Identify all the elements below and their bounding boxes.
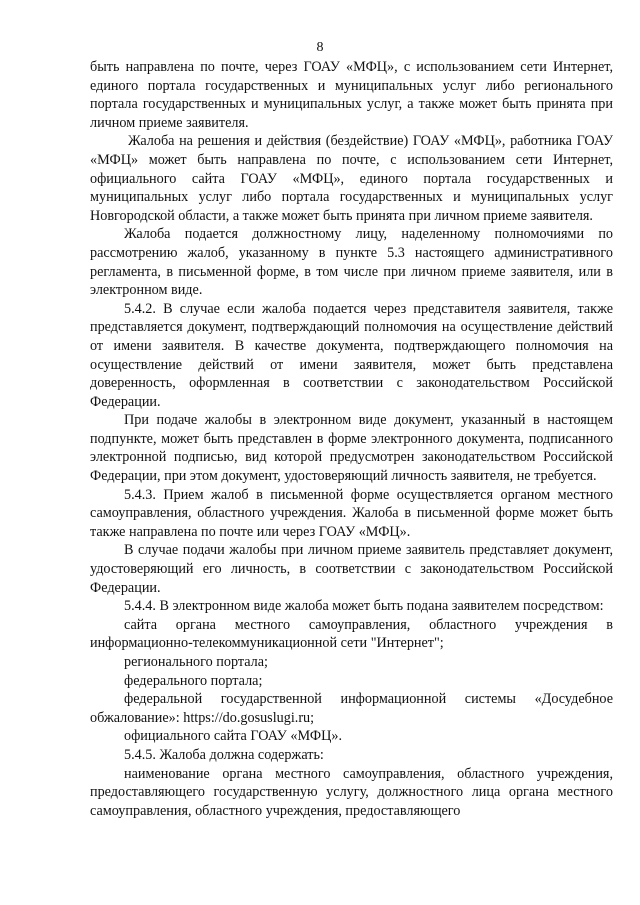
list-item-regional-portal: регионального портала; <box>124 654 268 670</box>
document-body <box>90 58 613 820</box>
paragraph-mfc-complaint: Жалоба на решения и действия (бездействие) ГОАУ «МФЦ», работника ГОАУ «МФЦ» может быть направлена по почте, с использованием сети Интернет, официального сайта ГОАУ «МФЦ», единого портала государственных и муниципальных услуг либо портала государственных и муниципальных услуг Новгородской области, а также может быть принята при личном приеме заявителя. <box>90 133 613 224</box>
list-item-local-site: сайта органа местного самоуправления, областного учреждения в информационно-телекоммуникационной сети "Интернет"; <box>90 616 613 652</box>
paragraph-personal-reception: В случае подачи жалобы при личном приеме заявитель представляет документ, удостоверяющий его личность, в соответствии с законодательством Российской Федерации. <box>90 542 613 596</box>
paragraph-5-4-4: 5.4.4. В электронном виде жалоба может быть подана заявителем посредством: <box>124 598 604 615</box>
paragraph-electronic-submission: При подаче жалобы в электронном виде документ, указанный в настоящем подпункте, может быть представлен в форме электронного документа, подписанного электронной подписью, вид которой предусмотрен законодательством Российской Федерации, при этом документ, удостоверяющий личность заявителя, не требуется. <box>90 412 613 485</box>
list-item-mfc-site: официального сайта ГОАУ «МФЦ». <box>124 728 342 745</box>
paragraph-5-4-3: 5.4.3. Прием жалоб в письменной форме осуществляется органом местного самоуправления, областного учреждения. Жалоба в письменной форме может быть также направлена по почте или через ГОАУ «МФЦ». <box>90 486 613 540</box>
paragraph-continuation: быть направлена по почте, через ГОАУ «МФЦ», с использованием сети Интернет, единого портала государственных и муниципальных услуг либо регионального портала государственных и муниципальных услуг, а также может быть принята при личном приеме заявителя. <box>90 59 613 131</box>
list-item-federal-portal: федерального портала; <box>124 672 263 689</box>
paragraph-5-4-2: 5.4.2. В случае если жалоба подается через представителя заявителя, также представляется документ, подтверждающий полномочия на осуществление действий от имени заявителя. В качестве документа, подтверждающего полномочия на осуществление действий от имени заявителя, может быть представлена доверенность, оформленная в соответствии с законодательством Российской Федерации. <box>90 300 613 410</box>
list-item-federal-system: федеральной государственной информационной системы «Досудебное обжалование»: https://do.gosuslugi.ru; <box>90 691 613 726</box>
paragraph-complaint-official: Жалоба подается должностному лицу, наделенному полномочиями по рассмотрению жалоб, указанному в пункте 5.3 настоящего административного регламента, в письменной форме, в том числе при личном приеме заявителя, или в электронном виде. <box>90 226 613 299</box>
paragraph-5-4-5: 5.4.5. Жалоба должна содержать: <box>124 746 324 763</box>
paragraph-complaint-contents: наименование органа местного самоуправления, областного учреждения, предоставляющего государственную услугу, должностного лица органа местного самоуправления, областного учреждения, предоставляющего <box>90 765 613 819</box>
page-number: 8 <box>316 40 324 55</box>
